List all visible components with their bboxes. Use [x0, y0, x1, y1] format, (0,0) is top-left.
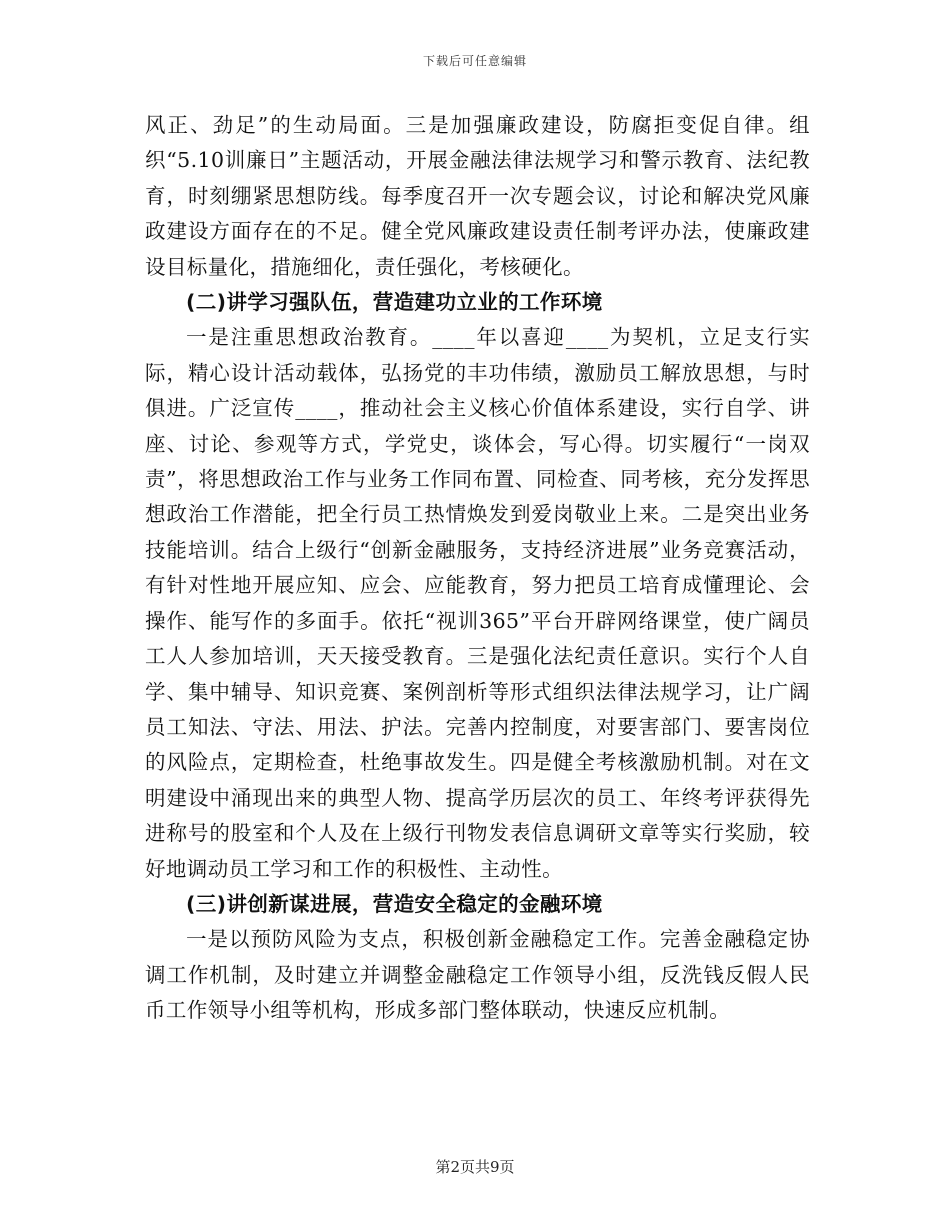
page-header-note: 下载后可任意编辑 [422, 54, 527, 68]
paragraph-intro: 风正、劲足”的生动局面。三是加强廉政建设，防腐拒变促自律。组织“5.10训廉日”主题活动，开展金融法律法规学习和警示教育、法纪教育，时刻绷紧思想防线。每季度召开一次专题会议，讨论和解决党风廉政建设方面存在的不足。健全党风廉政建设责任制考评办法，使廉政建设目标量化，措施细化，责任强化，考核硬化。 [145, 113, 810, 279]
section-heading-3: (三)讲创新谋进展，营造安全稳定的金融环境 [186, 891, 603, 916]
document-body [145, 108, 810, 1029]
paragraph-section-2: 一是注重思想政治教育。____年以喜迎____为契机，立足支行实际，精心设计活动载体，弘扬党的丰功伟绩，激励员工解放思想，与时俱进。广泛宣传____，推动社会主义核心价值体系建设，实行自学、讲座、讨论、参观等方式，学党史，谈体会，写心得。切实履行“一岗双责”，将思想政治工作与业务工作同布置、同检查、同考核，充分发挥思想政治工作潜能，把全行员工热情焕发到爱岗敬业上来。二是突出业务技能培训。结合上级行“创新金融服务，支持经济进展”业务竞赛活动，有针对性地开展应知、应会、应能教育，努力把员工培育成懂理论、会操作、能写作的多面手。依托“视训365”平台开辟网络课堂，使广阔员工人人参加培训，天天接受教育。三是强化法纪责任意识。实行个人自学、集中辅导、知识竞赛、案例剖析等形式组织法律法规学习，让广阔员工知法、守法、用法、护法。完善内控制度，对要害部门、要害岗位的风险点，定期检查，杜绝事故发生。四是健全考核激励机制。对在文明建设中涌现出来的典型人物、提高学历层次的员工、年终考评获得先进称号的股室和个人及在上级行刊物发表信息调研文章等实行奖励，较好地调动员工学习和工作的积极性、主动性。 [145, 325, 810, 881]
paragraph-section-3: 一是以预防风险为支点，积极创新金融稳定工作。完善金融稳定协调工作机制，及时建立并调整金融稳定工作领导小组，反洗钱反假人民币工作领导小组等机构，形成多部门整体联动，快速反应机制。 [145, 927, 810, 1023]
page-number: 第2页共9页 [435, 1158, 515, 1176]
section-heading-2: (二)讲学习强队伍，营造建功立业的工作环境 [186, 290, 603, 315]
